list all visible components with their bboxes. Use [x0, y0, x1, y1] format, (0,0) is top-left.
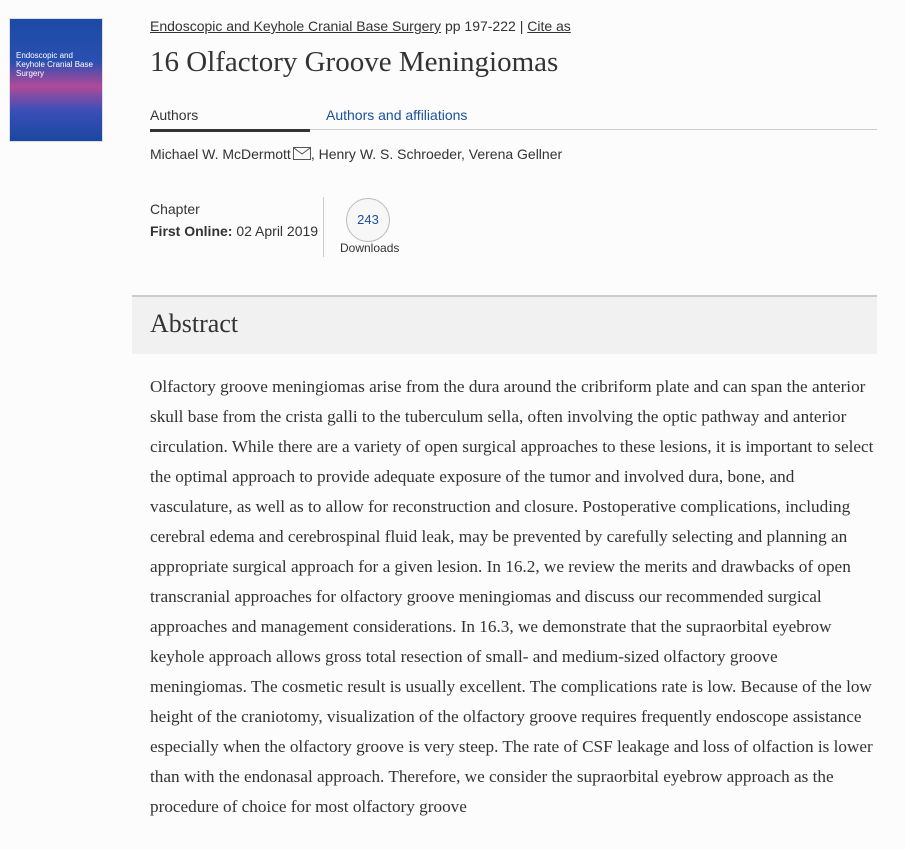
separator: |: [519, 18, 524, 34]
first-online-label: First Online:: [150, 223, 233, 239]
email-icon[interactable]: [293, 147, 311, 160]
book-link[interactable]: Endoscopic and Keyhole Cranial Base Surgery: [150, 18, 442, 34]
page-range: pp 197-222: [444, 18, 516, 34]
abstract-header: [132, 295, 877, 354]
downloads-count: 243: [346, 198, 390, 242]
chapter-meta: [150, 198, 318, 242]
book-cover-title: Endoscopic and Keyhole Cranial Base Surgery: [16, 51, 93, 78]
author-list: [150, 146, 562, 162]
cite-as-link[interactable]: Cite as: [527, 18, 571, 34]
divider: [323, 197, 324, 257]
page-title: 16 Olfactory Groove Meningiomas: [150, 46, 559, 78]
downloads-label: Downloads: [340, 241, 400, 255]
content-type: Chapter: [150, 201, 200, 217]
other-authors: , Henry W. S. Schroeder, Verena Gellner: [310, 146, 563, 162]
first-online-date: 02 April 2019: [236, 223, 319, 239]
tab-authors-and-affiliations[interactable]: Authors and affiliations: [326, 107, 468, 123]
abstract-text: Olfactory groove meningiomas arise from the dura around the cribriform plate and can span the anterior skull base from the crista galli to the tuberculum sella, often involving the optic pathway and anterior circulation. While there are a variety of open surgical approaches to these lesions, it is important to select the optimal approach to provide adequate exposure of the tumor and involved dura, bone, and vasculature, as well as to allow for reconstruction and closure. Postoperative complications, including cerebral edema and cerebrospinal fluid leak, may be prevented by carefully selecting and planning an appropriate surgical approach for a given lesion. In 16.2, we review the merits and drawbacks of open transcranial approaches for olfactory groove meningiomas and discuss our recommended surgical approaches and management considerations. In 16.3, we demonstrate that the supraorbital eyebrow keyhole approach allows gross total resection of small- and medium-sized olfactory groove meningiomas. The cosmetic result is usually excellent. The complications rate is low. Because of the low height of the craniotomy, visualization of the olfactory groove requires frequently endoscope assistance especially when the olfactory groove is very steep. The rate of CSF leakage and loss of olfaction is lower than with the endonasal approach. Therefore, we consider the supraorbital eyebrow approach as the procedure of choice for most olfactory groove: [150, 377, 874, 816]
tab-authors[interactable]: Authors: [150, 107, 310, 132]
breadcrumb: [150, 18, 571, 34]
author-name[interactable]: Michael W. McDermott: [150, 146, 291, 162]
author-tabs: [150, 100, 877, 130]
abstract-heading: Abstract: [150, 309, 239, 338]
book-cover[interactable]: [9, 18, 103, 142]
